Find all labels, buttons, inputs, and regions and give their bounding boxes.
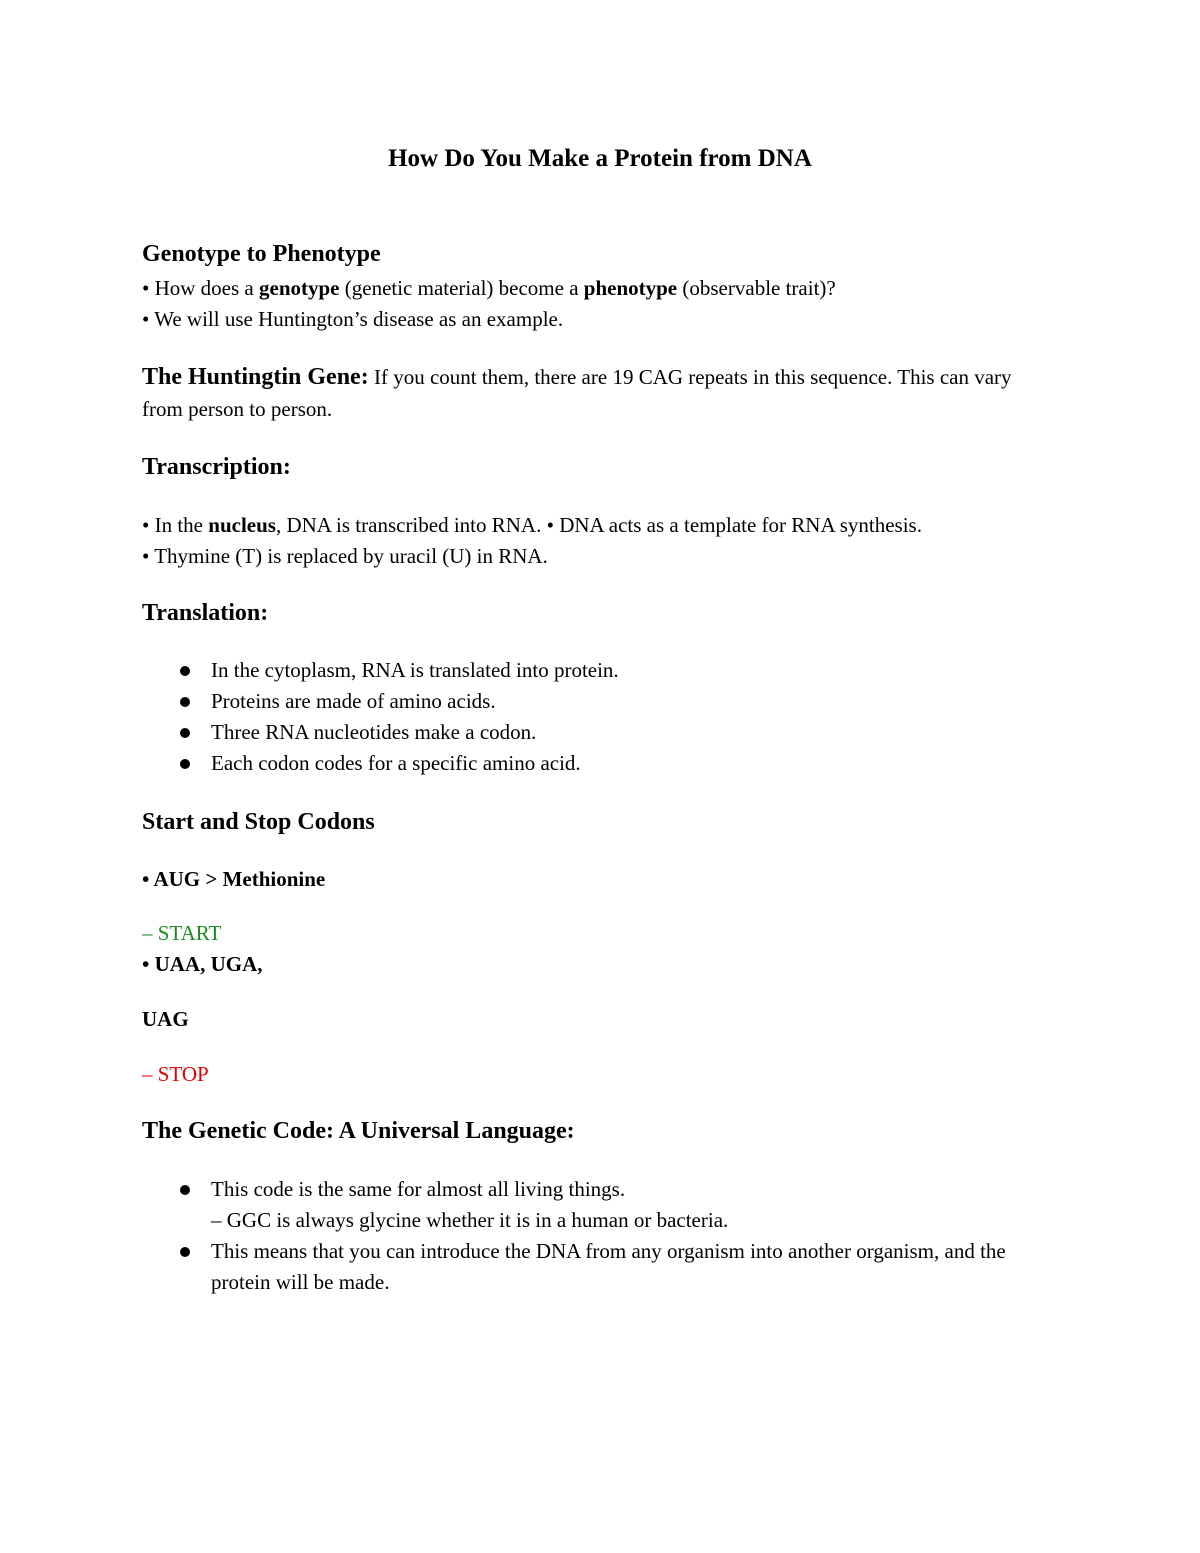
huntingtin-heading: The Huntingtin Gene: bbox=[142, 364, 369, 390]
aug-line: • AUG > Methionine bbox=[142, 867, 326, 891]
transcription-line-2: • Thymine (T) is replaced by uracil (U) in RNA. bbox=[142, 544, 548, 568]
transcription-heading: Transcription: bbox=[142, 454, 291, 480]
genotype-heading: Genotype to Phenotype bbox=[142, 241, 381, 267]
transcription-line-1-c: , DNA is transcribed into RNA. • DNA acts as a template for RNA synthesis. bbox=[275, 513, 922, 537]
bullet-icon bbox=[180, 759, 190, 769]
bullet-icon bbox=[180, 1185, 190, 1195]
phenotype-term: phenotype bbox=[583, 276, 678, 300]
bullet-icon bbox=[180, 697, 190, 707]
translation-heading: Translation: bbox=[142, 600, 269, 626]
bullet-icon bbox=[180, 1247, 190, 1257]
genetic-code-heading: The Genetic Code: A Universal Language: bbox=[142, 1118, 575, 1144]
list-item-text: This code is the same for almost all living things. bbox=[211, 1177, 626, 1201]
list-item-text: Proteins are made of amino acids. bbox=[211, 689, 496, 713]
codons-heading: Start and Stop Codons bbox=[142, 809, 375, 835]
list-item-text: Three RNA nucleotides make a codon. bbox=[211, 720, 537, 744]
stop-codons-line: • UAA, UGA, bbox=[142, 952, 263, 976]
genotype-line-1-e: (observable trait)? bbox=[677, 276, 836, 300]
list-item-subtext: – GGC is always glycine whether it is in a human or bacteria. bbox=[211, 1208, 729, 1232]
document-title: How Do You Make a Protein from DNA bbox=[388, 145, 812, 172]
genotype-line-2: • We will use Huntington’s disease as an example. bbox=[142, 307, 564, 331]
transcription-line-1 bbox=[142, 510, 922, 540]
bullet-icon bbox=[180, 666, 190, 676]
start-label: – START bbox=[142, 921, 222, 945]
bullet-icon bbox=[180, 728, 190, 738]
list-item-text: This means that you can introduce the DNA from any organism into another organism, and the protein will be made. bbox=[211, 1239, 1006, 1294]
genotype-line-1-a: • How does a bbox=[142, 276, 259, 300]
huntingtin-paragraph bbox=[142, 361, 1052, 425]
uag-line: UAG bbox=[142, 1007, 189, 1031]
transcription-line-1-a: • In the bbox=[142, 513, 209, 537]
list-item-text: Each codon codes for a specific amino acid. bbox=[211, 751, 581, 775]
genotype-line-1 bbox=[142, 273, 836, 303]
huntingtin-text: If you count them, there are 19 CAG repeats in this sequence. This can vary from person to person. bbox=[142, 365, 1012, 421]
genotype-term: genotype bbox=[259, 276, 340, 300]
stop-label: – STOP bbox=[142, 1062, 209, 1086]
nucleus-term: nucleus bbox=[208, 513, 276, 537]
genotype-line-1-c: (genetic material) become a bbox=[339, 276, 584, 300]
list-item-text: In the cytoplasm, RNA is translated into protein. bbox=[211, 658, 619, 682]
